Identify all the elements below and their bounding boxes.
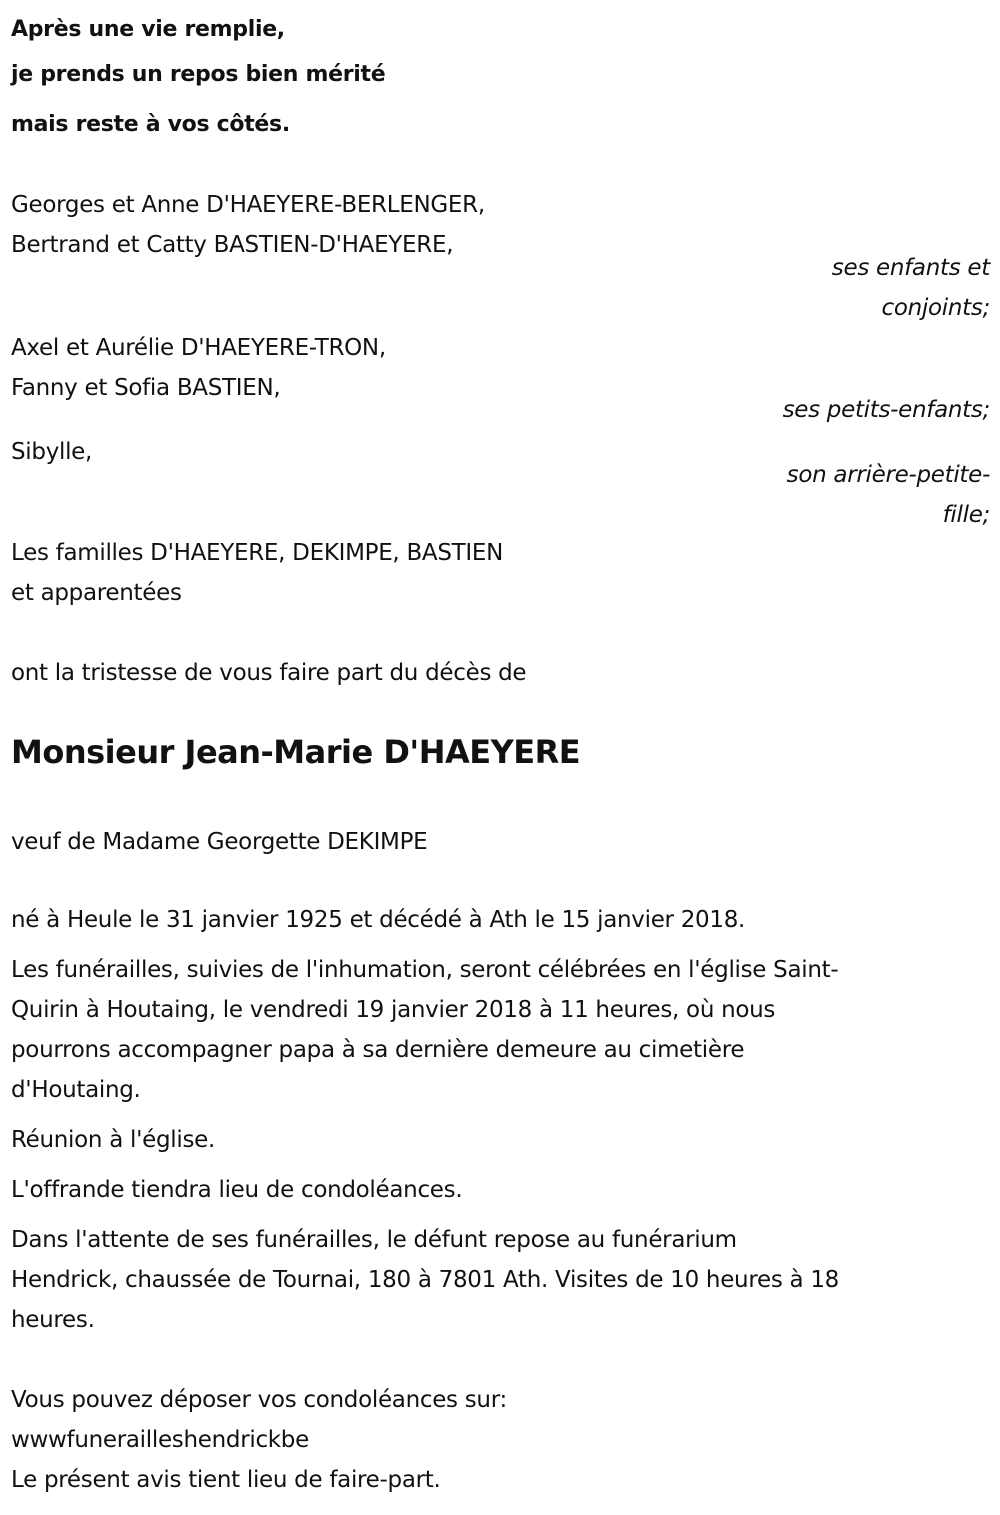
children-line: Georges et Anne D'HAEYERE-BERLENGER,: [11, 192, 485, 218]
rest-line: Dans l'attente de ses funérailles, le défunt repose au funérarium: [11, 1227, 737, 1253]
greatgrandchild: Sibylle,: [11, 439, 93, 465]
rest-line: heures.: [11, 1307, 95, 1333]
grandchildren-role: ses petits-enfants;: [782, 397, 990, 423]
website: wwwfunerailleshendrickbe: [11, 1427, 309, 1453]
children-role: ses enfants et: [831, 255, 990, 281]
rest-line: Hendrick, chaussée de Tournai, 180 à 7801 Ath. Visites de 10 heures à 18: [11, 1267, 839, 1293]
funeral-line: pourrons accompagner papa à sa dernière demeure au cimetière: [11, 1037, 745, 1063]
greatgrandchild-role: son arrière-petite-: [786, 462, 990, 488]
meeting: Réunion à l'église.: [11, 1127, 215, 1153]
children-line: Bertrand et Catty BASTIEN-D'HAEYERE,: [11, 232, 454, 258]
birth-death: né à Heule le 31 janvier 1925 et décédé à Ath le 15 janvier 2018.: [11, 907, 746, 933]
deceased-name: Monsieur Jean-Marie D'HAEYERE: [11, 733, 581, 771]
poem-line: je prends un repos bien mérité: [11, 62, 386, 87]
funeral-line: Quirin à Houtaing, le vendredi 19 janvier 2018 à 11 heures, où nous: [11, 997, 776, 1023]
poem-line: mais reste à vos côtés.: [11, 112, 290, 137]
grandchildren-line: Axel et Aurélie D'HAEYERE-TRON,: [11, 335, 386, 361]
poem-line: Après une vie remplie,: [11, 17, 285, 42]
children-role: conjoints;: [881, 295, 990, 321]
families-line: Les familles D'HAEYERE, DEKIMPE, BASTIEN: [11, 540, 504, 566]
offering: L'offrande tiendra lieu de condoléances.: [11, 1177, 463, 1203]
announcement: ont la tristesse de vous faire part du décès de: [11, 660, 527, 686]
greatgrandchild-role: fille;: [942, 502, 990, 528]
families-line: et apparentées: [11, 580, 182, 606]
funeral-line: Les funérailles, suivies de l'inhumation, seront célébrées en l'église Saint-: [11, 957, 839, 983]
grandchildren-line: Fanny et Sofia BASTIEN,: [11, 375, 281, 401]
funeral-line: d'Houtaing.: [11, 1077, 141, 1103]
widower: veuf de Madame Georgette DEKIMPE: [11, 829, 428, 855]
notice: Le présent avis tient lieu de faire-part.: [11, 1467, 441, 1493]
condolences: Vous pouvez déposer vos condoléances sur:: [11, 1387, 507, 1413]
